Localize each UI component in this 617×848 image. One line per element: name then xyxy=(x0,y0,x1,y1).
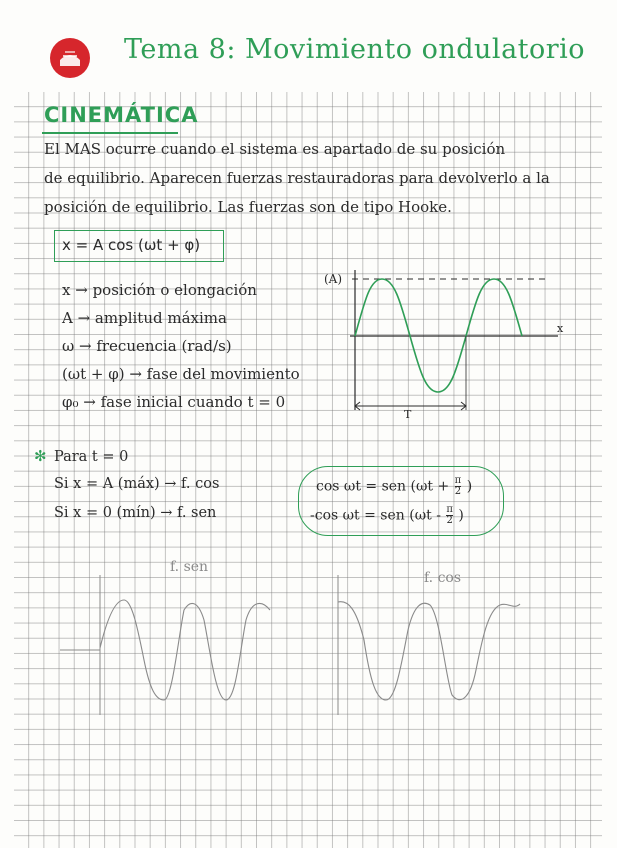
condition-line-cos: Si x = A (máx) → f. cos xyxy=(54,476,220,492)
identity-sen-num: π xyxy=(446,504,453,515)
identity-sen-den: 2 xyxy=(446,515,453,526)
sketch-sen-wave xyxy=(100,600,270,700)
identity-cos-den: 2 xyxy=(454,486,462,497)
mas-formula: x = A cos (ωt + φ) xyxy=(62,236,201,254)
condition-heading: Para t = 0 xyxy=(54,449,129,465)
definition-amplitude: A → amplitud máxima xyxy=(62,309,227,327)
definition-phase: (ωt + φ) → fase del movimiento xyxy=(62,365,300,383)
sketch-cos-label: f. cos xyxy=(424,570,462,586)
identity-sen-close: ) xyxy=(458,507,464,524)
paragraph-line-3: posición de equilibrio. Las fuerzas son de tipo Hooke. xyxy=(44,198,452,216)
sketch-sen-label: f. sen xyxy=(170,559,209,575)
star-bullet-icon: ✻ xyxy=(34,447,47,465)
sketch-cos-wave xyxy=(338,602,520,700)
paragraph-line-1: El MAS ocurre cuando el sistema es apartado de su posición xyxy=(44,140,506,158)
period-label: T xyxy=(404,408,412,421)
identity-cos-num: π xyxy=(454,475,462,486)
section-heading: CINEMÁTICA xyxy=(44,103,199,127)
identity-sen-left: -cos ωt = sen (ωt - xyxy=(310,507,441,524)
paragraph-line-2: de equilibrio. Aparecen fuerzas restauradoras para devolverlo a la xyxy=(44,169,550,187)
x-axis-label: x xyxy=(557,322,564,335)
definition-x: x → posición o elongación xyxy=(62,281,257,299)
condition-line-sen: Si x = 0 (mín) → f. sen xyxy=(54,505,217,521)
definition-frequency: ω → frecuencia (rad/s) xyxy=(62,337,232,355)
definition-initial-phase: φ₀ → fase inicial cuando t = 0 xyxy=(62,393,286,411)
identity-cos-left: cos ωt = sen (ωt + xyxy=(316,478,450,495)
page-title: Tema 8: Movimiento ondulatorio xyxy=(124,34,586,65)
identity-cos-close: ) xyxy=(466,478,473,495)
amplitude-label: (A) xyxy=(324,272,343,286)
